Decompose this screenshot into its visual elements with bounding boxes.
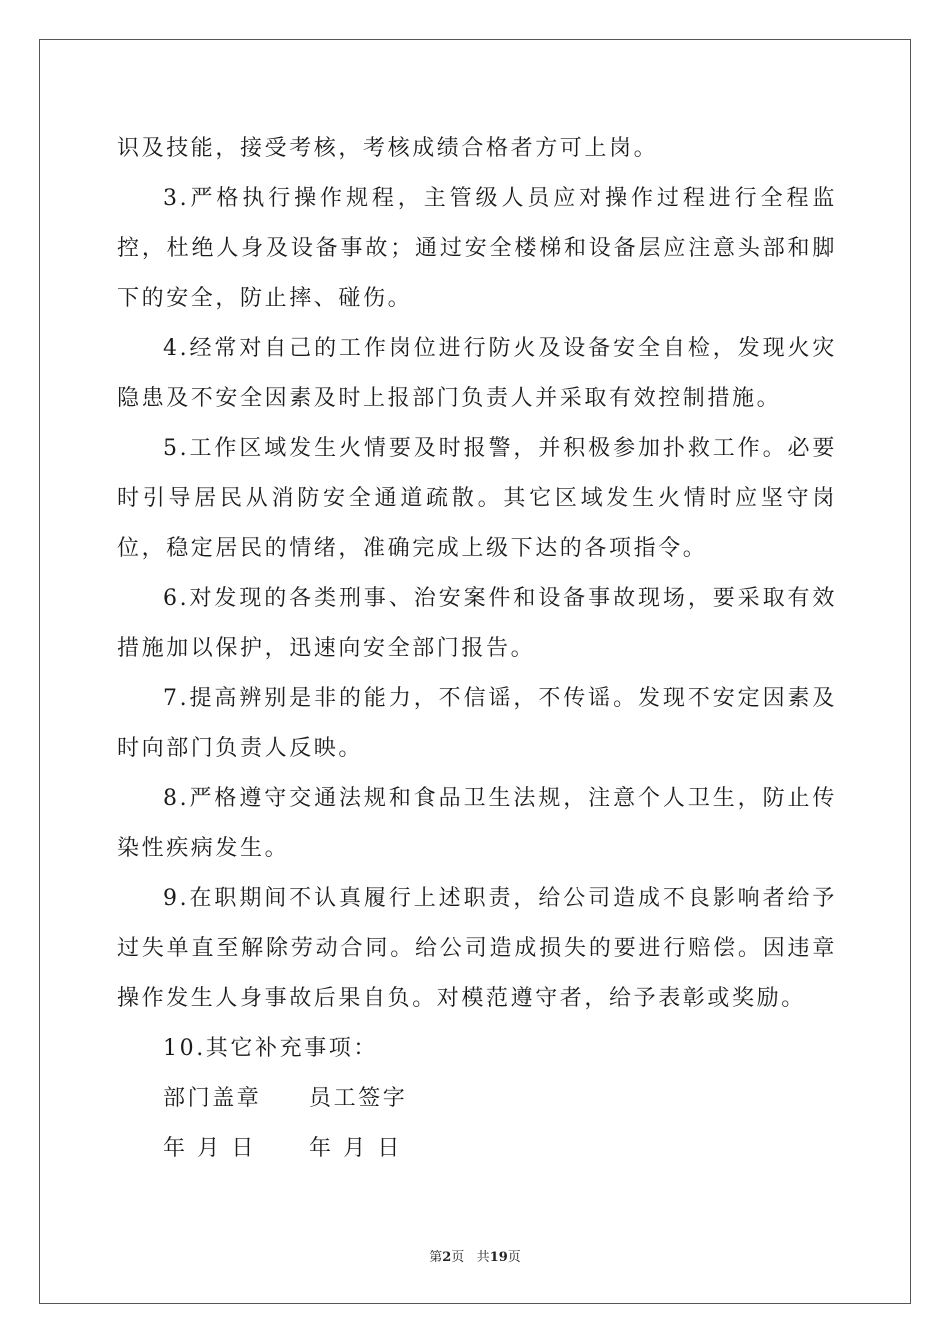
- paragraph-item-5: 5.工作区域发生火情要及时报警，并积极参加扑救工作。必要时引导居民从消防安全通道疏散。其它区域发生火情时应坚守岗位，稳定居民的情绪，准确完成上级下达的各项指令。: [117, 436, 837, 561]
- total-pages: 19: [489, 1250, 508, 1265]
- paragraph-item-9: 9.在职期间不认真履行上述职责，给公司造成不良影响者给予过失单直至解除劳动合同。给公司造成损失的要进行赔偿。因违章操作发生人身事故后果自负。对模范遵守者，给予表彰或奖励。: [117, 886, 837, 1011]
- dept-stamp-label: 部门盖章: [163, 1086, 262, 1111]
- date-left: 年 月 日: [163, 1136, 256, 1161]
- paragraph-item-10: 10.其它补充事项：: [163, 1036, 378, 1061]
- paragraph-item-4: 4.经常对自己的工作岗位进行防火及设备安全自检，发现火灾隐患及不安全因素及时上报部门负责人并采取有效控制措施。: [117, 336, 837, 411]
- paragraph-item-7: 7.提高辨别是非的能力，不信谣，不传谣。发现不安定因素及时向部门负责人反映。: [117, 686, 837, 761]
- employee-sign-label: 员工签字: [309, 1086, 408, 1111]
- total-suffix: 页: [507, 1250, 521, 1265]
- signature-dates-row: [117, 1124, 837, 1174]
- paragraph-continuation: 识及技能，接受考核，考核成绩合格者方可上岗。: [117, 136, 659, 161]
- page-number: 2: [442, 1250, 452, 1265]
- page-prefix: 第: [429, 1250, 443, 1265]
- page-suffix: 页: [451, 1250, 465, 1265]
- paragraph-item-8: 8.严格遵守交通法规和食品卫生法规，注意个人卫生，防止传染性疾病发生。: [117, 786, 837, 861]
- signature-labels-row: [117, 1074, 837, 1124]
- total-prefix: 共: [476, 1250, 490, 1265]
- document-body: [117, 124, 837, 1174]
- page-footer: [0, 1246, 950, 1265]
- date-right: 年 月 日: [309, 1136, 402, 1161]
- paragraph-item-3: 3.严格执行操作规程，主管级人员应对操作过程进行全程监控，杜绝人身及设备事故；通过安全楼梯和设备层应注意头部和脚下的安全，防止摔、碰伤。: [117, 186, 837, 311]
- paragraph-item-6: 6.对发现的各类刑事、治安案件和设备事故现场，要采取有效措施加以保护，迅速向安全部门报告。: [117, 586, 837, 661]
